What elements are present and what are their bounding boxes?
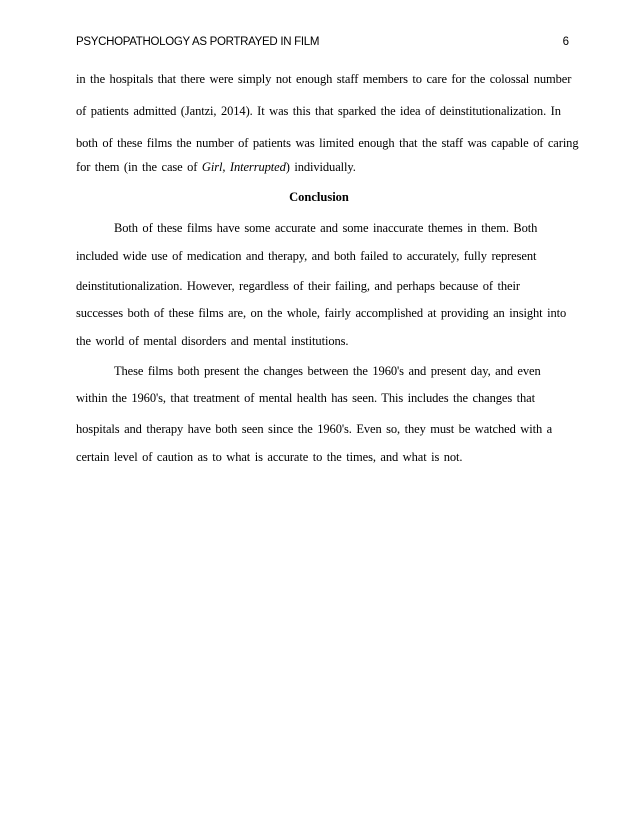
body-text: for them (in the case of [76, 160, 202, 174]
page-number: 6 [562, 36, 569, 48]
body-text: ) individually. [285, 160, 356, 174]
body-line: deinstitutionalization. However, regardless of their failing, and perhaps because of their [76, 279, 520, 293]
body-line: the world of mental disorders and mental institutions. [76, 334, 349, 348]
body-line: These films both present the changes between the 1960's and present day, and even [114, 364, 541, 378]
body-line: both of these films the number of patients was limited enough that the staff was capable of caring [76, 136, 579, 150]
film-title: Girl, Interrupted [201, 160, 286, 174]
body-line: included wide use of medication and therapy, and both failed to accurately, fully represent [76, 249, 537, 263]
body-line: successes both of these films are, on the whole, fairly accomplished at providing an insight into [76, 306, 567, 320]
body-line: in the hospitals that there were simply not enough staff members to care for the colossal number [76, 72, 572, 86]
body-line: certain level of caution as to what is accurate to the times, and what is not. [76, 450, 463, 464]
body-line: hospitals and therapy have both seen since the 1960's. Even so, they must be watched with a [76, 422, 553, 436]
body-line: Both of these films have some accurate and some inaccurate themes in them. Both [114, 221, 538, 235]
body-line: of patients admitted (Jantzi, 2014). It was this that sparked the idea of deinstitutionalization. In [76, 104, 561, 118]
running-head: PSYCHOPATHOLOGY AS PORTRAYED IN FILM [76, 36, 320, 48]
body-line: within the 1960's, that treatment of mental health has seen. This includes the changes that [76, 391, 535, 405]
body-line-with-title [76, 160, 356, 175]
section-heading: Conclusion [289, 190, 349, 204]
